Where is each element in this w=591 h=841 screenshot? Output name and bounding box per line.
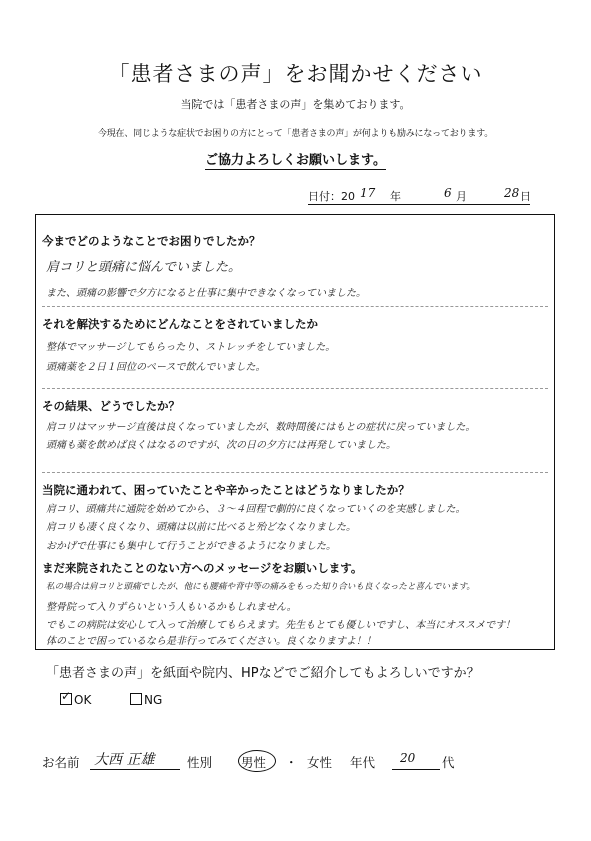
consent-ok-option[interactable] xyxy=(60,693,91,707)
date-year-unit: 年 xyxy=(390,190,401,203)
question-3: その結果、どうでしたか？ xyxy=(42,399,180,413)
answer-5-line-3: でもこの病院は安心して入って治療してもらえます。先生もとても優しいですし、本当にオススメです！ xyxy=(46,620,516,631)
answer-4-line-2: 肩コリも凄く良くなり、頭痛は以前に比べると殆どなくなりました。 xyxy=(46,522,356,533)
age-label: 年代 xyxy=(350,755,376,770)
date-year-value: 17 xyxy=(360,186,376,200)
gender-male xyxy=(241,753,266,771)
page-title: 「患者さまの声」をお聞かせください xyxy=(108,62,483,86)
ok-label: OK xyxy=(74,693,92,707)
unchecked-box-icon[interactable] xyxy=(130,693,142,705)
date-month-unit: 月 xyxy=(456,190,467,203)
date-month-value: 6 xyxy=(444,186,452,200)
gender-label: 性別 xyxy=(187,755,213,770)
date-day-unit: 日 xyxy=(520,190,531,203)
question-1: 今までどのようなことでお困りでしたか？ xyxy=(42,234,261,248)
gender-male-text: 男性 xyxy=(241,755,267,770)
answer-1-line-2: また、頭痛の影響で夕方になると仕事に集中できなくなっていました。 xyxy=(46,288,366,299)
answer-5-line-1: 私の場合は肩コリと頭痛でしたが、他にも腰痛や背中等の痛みをもった知り合いも良くなったと喜んでいます。 xyxy=(46,582,476,592)
answer-2-line-2: 頭痛薬を２日１回位のペースで飲んでいました。 xyxy=(46,362,266,373)
question-4: 当院に通われて、困っていたことや辛かったことはどうなりましたか？ xyxy=(42,483,410,497)
question-2: それを解決するためにどんなことをされていましたか xyxy=(42,317,318,331)
request-text: ご協力よろしくお願いします。 xyxy=(205,153,386,168)
question-5: まだ来院されたことのない方へのメッセージをお願いします。 xyxy=(42,561,363,575)
date-field xyxy=(308,186,530,205)
answer-1-line-1: 肩コリと頭痛に悩んでいました。 xyxy=(46,260,242,275)
answer-3-line-2: 頭痛も薬を飲めば良くはなるのですが、次の日の夕方には再発していました。 xyxy=(46,440,396,451)
answer-5-line-2: 整骨院って入りずらいという人もいるかもしれません。 xyxy=(46,602,297,613)
name-field xyxy=(90,753,180,770)
answer-4-line-1: 肩コリ、頭痛共に通院を始めてから、３～４回程で劇的に良くなっていくのを実感しました。 xyxy=(46,504,466,515)
divider xyxy=(42,472,548,473)
name-value: 大西 正雄 xyxy=(94,752,155,768)
answer-3-line-1: 肩コリはマッサージ直後は良くなっていましたが、数時間後にはもとの症状に戻っていました。 xyxy=(46,422,476,433)
age-value: 20 xyxy=(400,751,416,765)
date-label: 日付：20 xyxy=(308,190,355,203)
gender-female: 女性 xyxy=(307,755,333,770)
answer-4-line-3: おかげで仕事にも集中して行うことができるようになりました。 xyxy=(46,541,336,552)
divider xyxy=(42,388,548,389)
divider xyxy=(42,306,548,307)
gender-separator: ・ xyxy=(285,755,298,770)
consent-question: 「患者さまの声」を紙面や院内、HPなどでご紹介してもよろしいですか？ xyxy=(46,666,480,681)
ng-label: NG xyxy=(144,693,163,707)
consent-ng-option[interactable] xyxy=(130,693,162,707)
answer-2-line-1: 整体でマッサージしてもらったり、ストレッチをしていました。 xyxy=(46,342,336,353)
intro-detail: 今現在、同じような症状でお困りの方にとって「患者さまの声」が何よりも励みになっております。 xyxy=(97,129,494,139)
answer-5-line-4: 体のことで困っているなら是非行ってみてください。良くなりますよ！！ xyxy=(46,636,376,647)
age-field xyxy=(392,753,440,770)
selection-circle-icon xyxy=(238,750,276,772)
date-day-value: 28 xyxy=(504,186,520,200)
age-unit: 代 xyxy=(442,755,455,770)
intro-line: 当院では「患者さまの声」を集めております。 xyxy=(180,98,411,111)
checked-box-icon[interactable] xyxy=(60,693,72,705)
request-line xyxy=(0,149,591,168)
name-label: お名前 xyxy=(42,755,80,770)
